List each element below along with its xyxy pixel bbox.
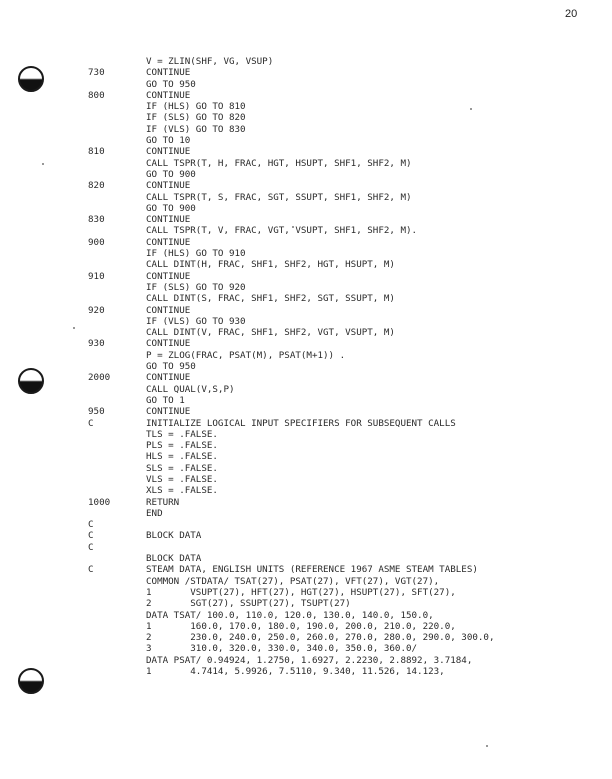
statement-label: 900 xyxy=(88,236,105,248)
statement-label: 930 xyxy=(88,338,105,350)
code-line xyxy=(0,497,612,508)
statement-label: C xyxy=(88,530,94,542)
code-text: 2 SGT(27), SSUPT(27), TSUPT(27) xyxy=(146,598,351,610)
code-line xyxy=(0,530,612,541)
code-text: END xyxy=(146,507,163,519)
code-text: COMMON /STDATA/ TSAT(27), PSAT(27), VFT(27), VGT(27), xyxy=(146,575,440,587)
code-text: PLS = .FALSE. xyxy=(146,440,218,452)
statement-label: 1000 xyxy=(88,496,111,508)
code-text: 1 VSUPT(27), HFT(27), HGT(27), HSUPT(27), SFT(27), xyxy=(146,586,456,598)
code-line xyxy=(0,67,612,78)
code-text: 2 230.0, 240.0, 250.0, 260.0, 270.0, 280.0, 290.0, 300.0, xyxy=(146,632,495,644)
code-line xyxy=(0,598,612,609)
code-text: DATA TSAT/ 100.0, 110.0, 120.0, 130.0, 140.0, 150.0, xyxy=(146,609,434,621)
code-line xyxy=(0,56,612,67)
code-text: CALL TSPR(T, H, FRAC, HGT, HSUPT, SHF1, SHF2, M) xyxy=(146,157,412,169)
code-line xyxy=(0,192,612,203)
code-text: IF (SLS) GO TO 920 xyxy=(146,281,246,293)
code-line xyxy=(0,576,612,587)
code-line xyxy=(0,474,612,485)
code-line xyxy=(0,643,612,654)
code-text: 1 4.7414, 5.9926, 7.5110, 9.340, 11.526, 14.123, xyxy=(146,666,445,678)
code-line xyxy=(0,587,612,598)
code-line xyxy=(0,169,612,180)
code-text: IF (VLS) GO TO 830 xyxy=(146,123,246,135)
code-line xyxy=(0,519,612,530)
code-line xyxy=(0,621,612,632)
code-line xyxy=(0,248,612,259)
code-line xyxy=(0,666,612,677)
code-line xyxy=(0,508,612,519)
code-text: CONTINUE xyxy=(146,236,191,248)
code-text: CONTINUE xyxy=(146,270,191,282)
code-line xyxy=(0,384,612,395)
code-line xyxy=(0,112,612,123)
code-line xyxy=(0,542,612,553)
code-line xyxy=(0,146,612,157)
code-line xyxy=(0,451,612,462)
code-text: BLOCK DATA xyxy=(146,530,202,542)
code-text: GO TO 900 xyxy=(146,202,196,214)
statement-label: 830 xyxy=(88,214,105,226)
code-line xyxy=(0,316,612,327)
statement-label: C xyxy=(88,417,94,429)
statement-label: 810 xyxy=(88,146,105,158)
code-line xyxy=(0,485,612,496)
code-text: CALL DINT(V, FRAC, SHF1, SHF2, VGT, VSUPT, M) xyxy=(146,327,395,339)
code-line xyxy=(0,282,612,293)
code-line xyxy=(0,79,612,90)
code-text: IF (SLS) GO TO 820 xyxy=(146,112,246,124)
code-text: VLS = .FALSE. xyxy=(146,473,218,485)
statement-label: C xyxy=(88,519,94,531)
code-text: GO TO 950 xyxy=(146,78,196,90)
code-line xyxy=(0,564,612,575)
statement-label: 2000 xyxy=(88,372,111,384)
code-text: V = ZLIN(SHF, VG, VSUP) xyxy=(146,56,274,67)
code-line xyxy=(0,90,612,101)
code-text: GO TO 900 xyxy=(146,168,196,180)
statement-label: 800 xyxy=(88,89,105,101)
code-text: CONTINUE xyxy=(146,372,191,384)
code-text: STEAM DATA, ENGLISH UNITS (REFERENCE 1967 ASME STEAM TABLES) xyxy=(146,564,478,576)
code-text: CALL TSPR(T, S, FRAC, SGT, SSUPT, SHF1, SHF2, M) xyxy=(146,191,412,203)
code-line xyxy=(0,655,612,666)
code-line xyxy=(0,237,612,248)
code-text: CALL DINT(S, FRAC, SHF1, SHF2, SGT, SSUPT, M) xyxy=(146,293,395,305)
statement-label: C xyxy=(88,564,94,576)
code-line xyxy=(0,135,612,146)
code-line xyxy=(0,214,612,225)
code-text: CONTINUE xyxy=(146,180,191,192)
code-text: CONTINUE xyxy=(146,67,191,79)
code-line xyxy=(0,429,612,440)
code-text: GO TO 1 xyxy=(146,394,185,406)
code-line xyxy=(0,553,612,564)
code-line xyxy=(0,305,612,316)
statement-label: 730 xyxy=(88,67,105,79)
code-text: 1 160.0, 170.0, 180.0, 190.0, 200.0, 210.0, 220.0, xyxy=(146,620,456,632)
code-text: HLS = .FALSE. xyxy=(146,451,218,463)
code-text: RETURN xyxy=(146,496,180,508)
code-text: P = ZLOG(FRAC, PSAT(M), PSAT(M+1)) . xyxy=(146,349,346,361)
code-line xyxy=(0,225,612,236)
code-line xyxy=(0,440,612,451)
code-line xyxy=(0,463,612,474)
code-line xyxy=(0,327,612,338)
code-text: DATA PSAT/ 0.94924, 1.2750, 1.6927, 2.2230, 2.8892, 3.7184, xyxy=(146,654,473,666)
code-line xyxy=(0,632,612,643)
code-line xyxy=(0,338,612,349)
code-text: TLS = .FALSE. xyxy=(146,428,218,440)
code-line xyxy=(0,271,612,282)
code-line xyxy=(0,293,612,304)
code-text: GO TO 10 xyxy=(146,135,191,147)
code-line xyxy=(0,350,612,361)
code-line xyxy=(0,361,612,372)
code-line xyxy=(0,372,612,383)
scan-speck xyxy=(486,745,488,747)
statement-label: C xyxy=(88,541,94,553)
code-line xyxy=(0,203,612,214)
code-text: CALL TSPR(T, V, FRAC, VGT, VSUPT, SHF1, SHF2, M). xyxy=(146,225,418,237)
code-text: CONTINUE xyxy=(146,338,191,350)
code-text: CONTINUE xyxy=(146,406,191,418)
code-line xyxy=(0,180,612,191)
statement-label: 950 xyxy=(88,406,105,418)
code-line xyxy=(0,124,612,135)
code-line xyxy=(0,395,612,406)
code-text: XLS = .FALSE. xyxy=(146,485,218,497)
statement-label: 910 xyxy=(88,270,105,282)
code-text: GO TO 950 xyxy=(146,361,196,373)
page-number: 20 xyxy=(565,8,578,20)
code-line xyxy=(0,418,612,429)
code-line xyxy=(0,158,612,169)
code-text: CALL DINT(H, FRAC, SHF1, SHF2, HGT, HSUPT, M) xyxy=(146,259,395,271)
code-text: CONTINUE xyxy=(146,146,191,158)
code-text: IF (VLS) GO TO 930 xyxy=(146,315,246,327)
code-text: CONTINUE xyxy=(146,304,191,316)
code-text: CONTINUE xyxy=(146,214,191,226)
code-line xyxy=(0,610,612,621)
statement-label: 820 xyxy=(88,180,105,192)
fortran-listing xyxy=(0,56,612,677)
code-text: CALL QUAL(V,S,P) xyxy=(146,383,235,395)
statement-label: 920 xyxy=(88,304,105,316)
code-text: IF (HLS) GO TO 810 xyxy=(146,101,246,113)
code-line xyxy=(0,259,612,270)
code-line xyxy=(0,406,612,417)
code-text: IF (HLS) GO TO 910 xyxy=(146,248,246,260)
code-text: BLOCK DATA xyxy=(146,553,202,565)
code-text: SLS = .FALSE. xyxy=(146,462,218,474)
code-line xyxy=(0,101,612,112)
code-text: 3 310.0, 320.0, 330.0, 340.0, 350.0, 360.0/ xyxy=(146,643,418,655)
code-text: CONTINUE xyxy=(146,89,191,101)
code-text: INITIALIZE LOGICAL INPUT SPECIFIERS FOR SUBSEQUENT CALLS xyxy=(146,417,456,429)
